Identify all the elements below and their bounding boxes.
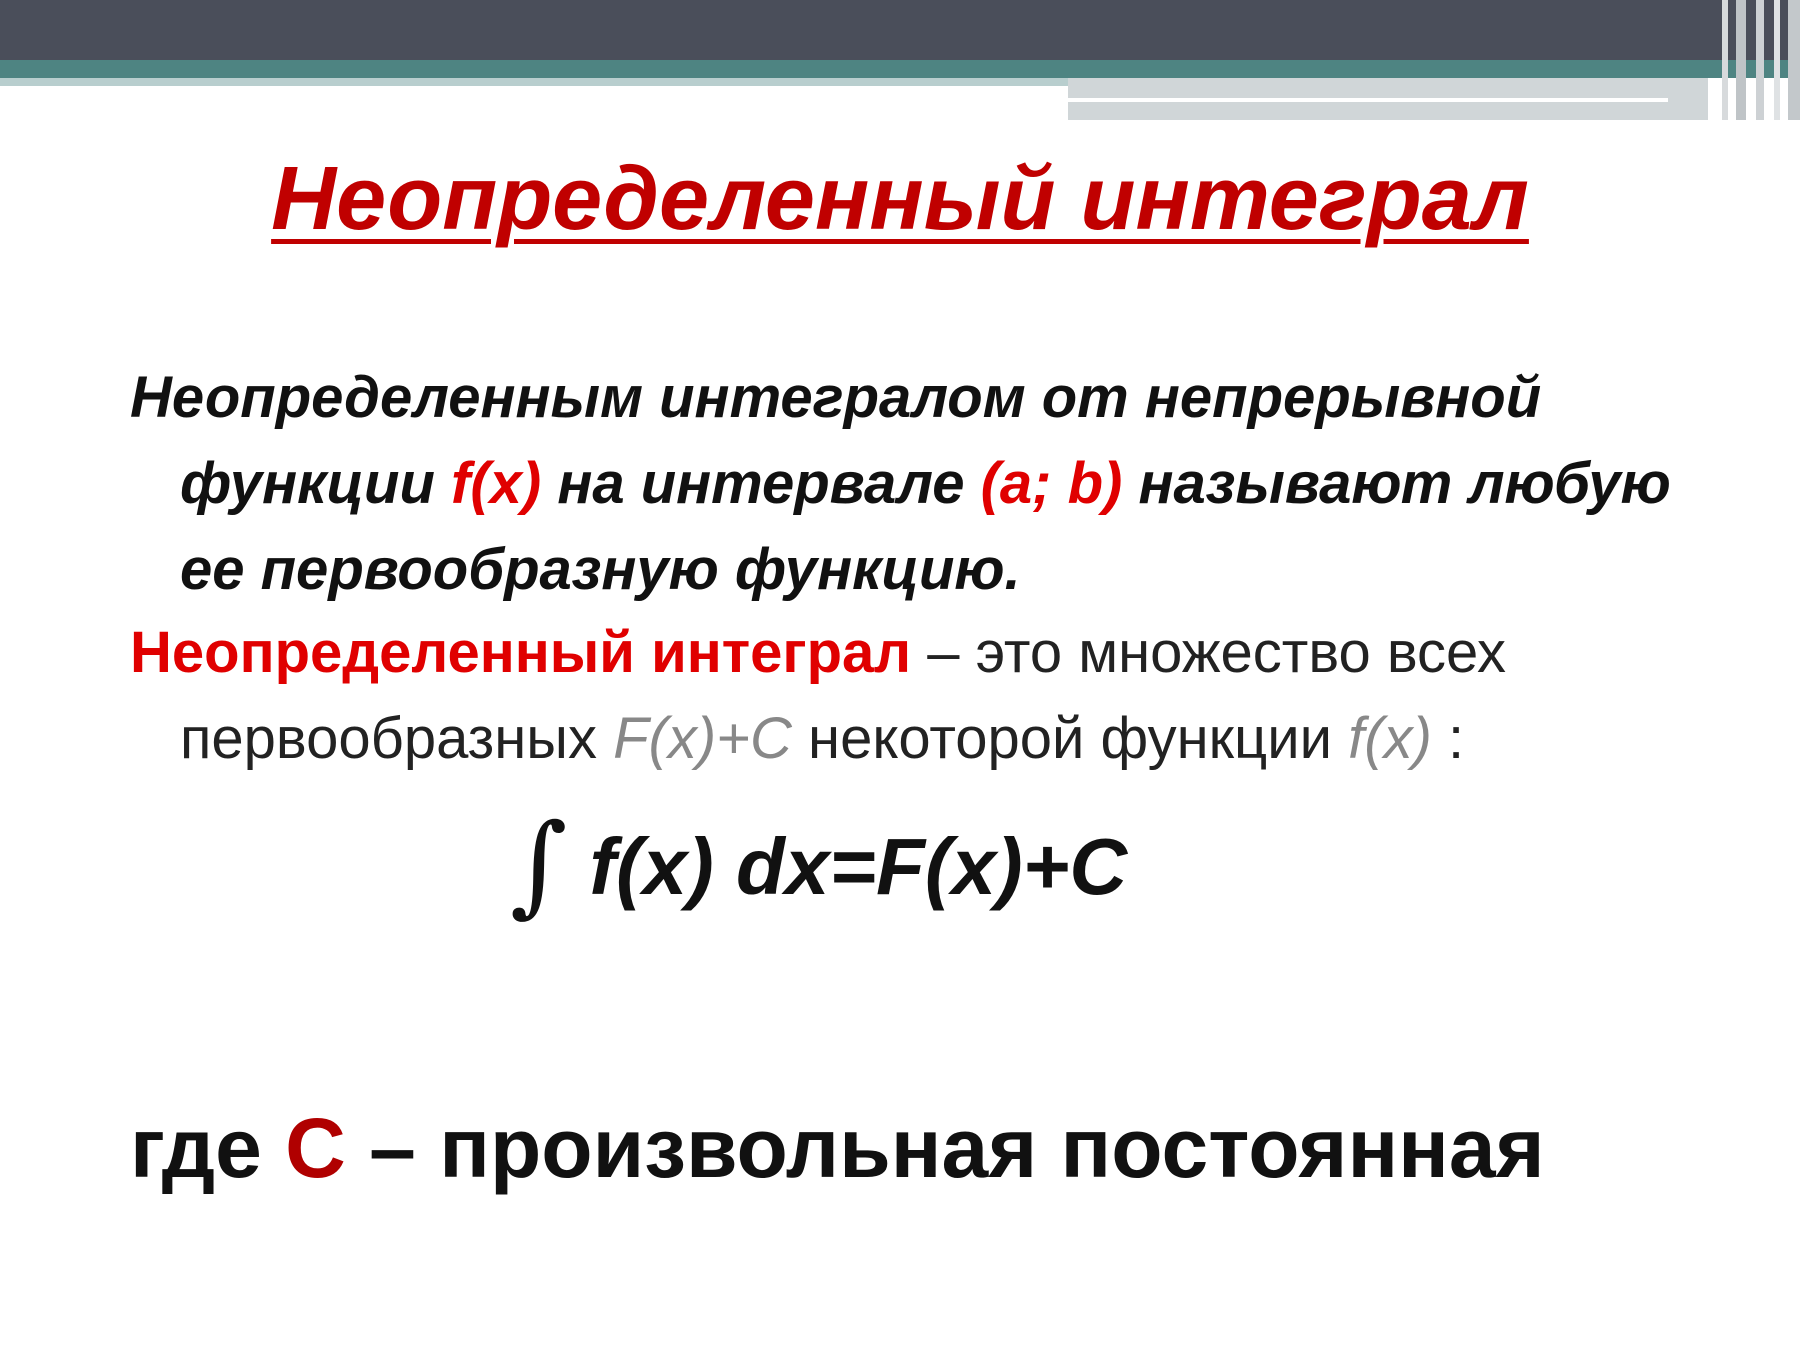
footnote-text-1: где — [130, 1101, 286, 1195]
edge-stripe — [1774, 0, 1780, 120]
definition-interval: (a; b) — [980, 451, 1123, 516]
top-teal-bar — [0, 60, 1800, 78]
top-light-bar — [0, 78, 1068, 86]
edge-stripe — [1756, 0, 1764, 120]
slide-title-text: Неопределенный интеграл — [271, 149, 1529, 249]
statement-text-1: – это множество всех первообразных — [180, 620, 1507, 771]
definition-text-1: Неопределенным интегралом от непрерывной функции — [130, 365, 1542, 516]
statement-paragraph — [130, 610, 1690, 782]
definition-text-3: называют любую ее первообразную функцию. — [180, 451, 1671, 602]
statement-term: Неопределенный интеграл — [130, 620, 912, 685]
statement-text-2: некоторой функции — [791, 706, 1349, 771]
top-right-line — [1068, 98, 1668, 102]
integral-sign: ∫ — [510, 800, 568, 928]
statement-function: f(x) — [1348, 706, 1432, 771]
footnote-constant: С — [285, 1101, 346, 1195]
definition-function: f(x) — [451, 451, 542, 516]
statement-antiderivative: F(x)+C — [613, 706, 792, 771]
definition-text-2: на интервале — [541, 451, 981, 516]
definition-paragraph — [130, 355, 1690, 613]
edge-stripe — [1788, 0, 1800, 120]
footnote-text-2: – произвольная постоянная — [345, 1101, 1545, 1195]
integral-formula — [510, 800, 1127, 928]
formula-expression: f(x) dx=F(x)+C — [589, 822, 1128, 911]
edge-stripe — [1722, 0, 1728, 120]
constant-footnote — [130, 1100, 1545, 1197]
edge-stripe — [1736, 0, 1746, 120]
slide-title — [0, 150, 1800, 249]
top-dark-bar — [0, 0, 1800, 60]
statement-text-3: : — [1431, 706, 1465, 771]
